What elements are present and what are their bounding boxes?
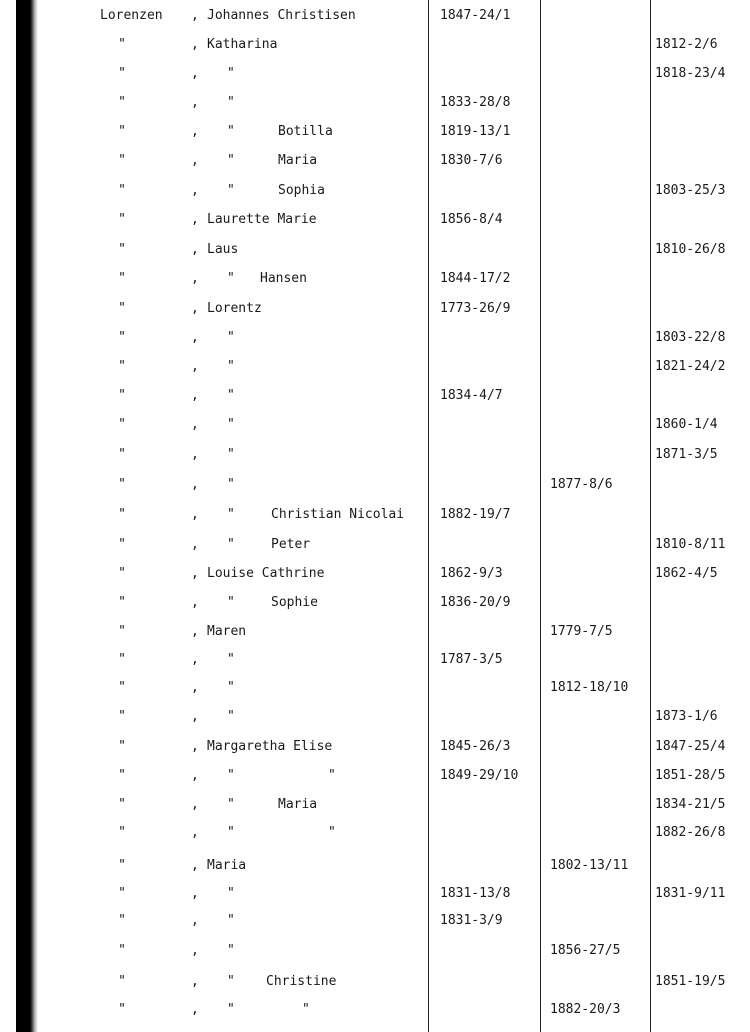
separator-comma: , <box>191 680 199 695</box>
date-col-2: 1882-20/3 <box>550 1002 621 1017</box>
separator-comma: , <box>191 447 199 462</box>
surname-ditto-mark: " <box>118 212 126 227</box>
surname-ditto-mark: " <box>118 913 126 928</box>
date-col-1: 1849-29/10 <box>440 768 519 783</box>
middle-name: Hansen <box>260 271 307 286</box>
surname-ditto-mark: " <box>118 624 126 639</box>
given-name-ditto-mark: " <box>227 974 235 989</box>
separator-comma: , <box>191 153 199 168</box>
surname-ditto-mark: " <box>118 739 126 754</box>
date-col-2: 1856-27/5 <box>550 943 621 958</box>
date-col-2: 1877-8/6 <box>550 477 613 492</box>
given-name: Margaretha Elise <box>207 739 333 754</box>
register-row <box>0 795 750 815</box>
register-row <box>0 972 750 992</box>
separator-comma: , <box>191 477 199 492</box>
given-name-ditto-mark: " <box>227 388 235 403</box>
date-col-1: 1845-26/3 <box>440 739 511 754</box>
date-col-3: 1812-2/6 <box>655 37 718 52</box>
register-row <box>0 707 750 727</box>
date-col-3: 1882-26/8 <box>655 825 726 840</box>
separator-comma: , <box>191 739 199 754</box>
separator-comma: , <box>191 825 199 840</box>
register-row <box>0 299 750 319</box>
register-row <box>0 737 750 757</box>
date-col-1: 1862-9/3 <box>440 566 503 581</box>
surname-ditto-mark: " <box>118 709 126 724</box>
separator-comma: , <box>191 212 199 227</box>
surname-ditto-mark: " <box>118 359 126 374</box>
surname-ditto-mark: " <box>118 595 126 610</box>
given-name: Laus <box>207 242 239 257</box>
surname-ditto-mark: " <box>118 825 126 840</box>
surname-ditto-mark: " <box>118 537 126 552</box>
separator-comma: , <box>191 1002 199 1017</box>
register-row <box>0 6 750 26</box>
register-row <box>0 35 750 55</box>
separator-comma: , <box>191 507 199 522</box>
date-col-3: 1834-21/5 <box>655 797 726 812</box>
separator-comma: , <box>191 124 199 139</box>
separator-comma: , <box>191 624 199 639</box>
register-row <box>0 823 750 843</box>
separator-comma: , <box>191 913 199 928</box>
date-col-2: 1802-13/11 <box>550 858 629 873</box>
given-name-ditto-mark: " <box>227 825 235 840</box>
date-col-3: 1873-1/6 <box>655 709 718 724</box>
separator-comma: , <box>191 8 199 23</box>
surname-ditto-mark: " <box>118 271 126 286</box>
date-col-3: 1810-26/8 <box>655 242 726 257</box>
given-name: Katharina <box>207 37 278 52</box>
surname-ditto-mark: " <box>118 566 126 581</box>
middle-name: Sophia <box>278 183 325 198</box>
date-col-3: 1803-25/3 <box>655 183 726 198</box>
separator-comma: , <box>191 37 199 52</box>
separator-comma: , <box>191 537 199 552</box>
surname-ditto-mark: " <box>118 974 126 989</box>
separator-comma: , <box>191 566 199 581</box>
middle-name: Sophie <box>271 595 318 610</box>
surname-ditto-mark: " <box>118 388 126 403</box>
register-row <box>0 650 750 670</box>
separator-comma: , <box>191 359 199 374</box>
register-row <box>0 93 750 113</box>
surname: Lorenzen <box>100 8 163 23</box>
separator-comma: , <box>191 388 199 403</box>
date-col-1: 1856-8/4 <box>440 212 503 227</box>
date-col-3: 1851-28/5 <box>655 768 726 783</box>
surname-ditto-mark: " <box>118 95 126 110</box>
register-row <box>0 505 750 525</box>
given-name: Lorentz <box>207 301 262 316</box>
surname-ditto-mark: " <box>118 66 126 81</box>
date-col-2: 1779-7/5 <box>550 624 613 639</box>
given-name: Louise Cathrine <box>207 566 325 581</box>
surname-ditto-mark: " <box>118 183 126 198</box>
given-name-ditto-mark: " <box>227 680 235 695</box>
date-col-1: 1836-20/9 <box>440 595 511 610</box>
register-row <box>0 1000 750 1020</box>
given-name-ditto-mark: " <box>227 1002 235 1017</box>
register-row <box>0 564 750 584</box>
surname-ditto-mark: " <box>118 768 126 783</box>
surname-ditto-mark: " <box>118 797 126 812</box>
given-name-ditto-mark: " <box>227 95 235 110</box>
date-col-1: 1834-4/7 <box>440 388 503 403</box>
date-col-3: 1821-24/2 <box>655 359 726 374</box>
date-col-3: 1862-4/5 <box>655 566 718 581</box>
register-row <box>0 415 750 435</box>
given-name: Maria <box>207 858 247 873</box>
register-row <box>0 678 750 698</box>
separator-comma: , <box>191 709 199 724</box>
register-row <box>0 328 750 348</box>
middle-name: Maria <box>278 153 318 168</box>
date-col-1: 1833-28/8 <box>440 95 511 110</box>
register-row <box>0 535 750 555</box>
separator-comma: , <box>191 95 199 110</box>
date-col-1: 1773-26/9 <box>440 301 511 316</box>
register-row <box>0 766 750 786</box>
middle-name-ditto-mark: " <box>328 825 336 840</box>
given-name-ditto-mark: " <box>227 477 235 492</box>
register-row <box>0 386 750 406</box>
date-col-3: 1810-8/11 <box>655 537 726 552</box>
separator-comma: , <box>191 271 199 286</box>
date-col-1: 1847-24/1 <box>440 8 511 23</box>
given-name-ditto-mark: " <box>227 886 235 901</box>
given-name-ditto-mark: " <box>227 271 235 286</box>
given-name-ditto-mark: " <box>227 768 235 783</box>
given-name-ditto-mark: " <box>227 709 235 724</box>
date-col-1: 1787-3/5 <box>440 652 503 667</box>
register-row <box>0 151 750 171</box>
date-col-3: 1851-19/5 <box>655 974 726 989</box>
date-col-3: 1871-3/5 <box>655 447 718 462</box>
middle-name: Christian Nicolai <box>271 507 405 522</box>
middle-name: Christine <box>266 974 337 989</box>
given-name-ditto-mark: " <box>227 652 235 667</box>
register-row <box>0 181 750 201</box>
separator-comma: , <box>191 943 199 958</box>
date-col-1: 1819-13/1 <box>440 124 511 139</box>
middle-name-ditto-mark: " <box>302 1002 310 1017</box>
given-name-ditto-mark: " <box>227 330 235 345</box>
separator-comma: , <box>191 797 199 812</box>
surname-ditto-mark: " <box>118 37 126 52</box>
date-col-3: 1803-22/8 <box>655 330 726 345</box>
surname-ditto-mark: " <box>118 124 126 139</box>
separator-comma: , <box>191 417 199 432</box>
given-name: Johannes Christisen <box>207 8 356 23</box>
separator-comma: , <box>191 858 199 873</box>
given-name-ditto-mark: " <box>227 124 235 139</box>
middle-name: Botilla <box>278 124 333 139</box>
date-col-1: 1831-13/8 <box>440 886 511 901</box>
surname-ditto-mark: " <box>118 1002 126 1017</box>
separator-comma: , <box>191 66 199 81</box>
given-name-ditto-mark: " <box>227 595 235 610</box>
register-row <box>0 622 750 642</box>
surname-ditto-mark: " <box>118 680 126 695</box>
register-row <box>0 210 750 230</box>
surname-ditto-mark: " <box>118 330 126 345</box>
separator-comma: , <box>191 768 199 783</box>
given-name-ditto-mark: " <box>227 913 235 928</box>
date-col-1: 1882-19/7 <box>440 507 511 522</box>
given-name-ditto-mark: " <box>227 153 235 168</box>
date-col-1: 1831-3/9 <box>440 913 503 928</box>
surname-ditto-mark: " <box>118 858 126 873</box>
register-row <box>0 856 750 876</box>
given-name-ditto-mark: " <box>227 183 235 198</box>
register-row <box>0 122 750 142</box>
register-row <box>0 593 750 613</box>
given-name: Laurette Marie <box>207 212 317 227</box>
surname-ditto-mark: " <box>118 242 126 257</box>
date-col-3: 1818-23/4 <box>655 66 726 81</box>
register-row <box>0 64 750 84</box>
register-row <box>0 357 750 377</box>
separator-comma: , <box>191 183 199 198</box>
date-col-3: 1860-1/4 <box>655 417 718 432</box>
surname-ditto-mark: " <box>118 886 126 901</box>
separator-comma: , <box>191 242 199 257</box>
given-name-ditto-mark: " <box>227 417 235 432</box>
given-name-ditto-mark: " <box>227 359 235 374</box>
surname-ditto-mark: " <box>118 652 126 667</box>
given-name: Maren <box>207 624 247 639</box>
date-col-1: 1830-7/6 <box>440 153 503 168</box>
surname-ditto-mark: " <box>118 477 126 492</box>
register-row <box>0 240 750 260</box>
date-col-3: 1831-9/11 <box>655 886 726 901</box>
given-name-ditto-mark: " <box>227 66 235 81</box>
surname-ditto-mark: " <box>118 301 126 316</box>
register-row <box>0 941 750 961</box>
register-row <box>0 884 750 904</box>
separator-comma: , <box>191 301 199 316</box>
date-col-2: 1812-18/10 <box>550 680 629 695</box>
surname-ditto-mark: " <box>118 447 126 462</box>
separator-comma: , <box>191 330 199 345</box>
surname-ditto-mark: " <box>118 153 126 168</box>
register-row <box>0 911 750 931</box>
middle-name: Maria <box>278 797 318 812</box>
date-col-3: 1847-25/4 <box>655 739 726 754</box>
middle-name-ditto-mark: " <box>328 768 336 783</box>
surname-ditto-mark: " <box>118 417 126 432</box>
separator-comma: , <box>191 652 199 667</box>
given-name-ditto-mark: " <box>227 507 235 522</box>
date-col-1: 1844-17/2 <box>440 271 511 286</box>
separator-comma: , <box>191 595 199 610</box>
register-row <box>0 269 750 289</box>
register-row <box>0 475 750 495</box>
given-name-ditto-mark: " <box>227 797 235 812</box>
separator-comma: , <box>191 974 199 989</box>
given-name-ditto-mark: " <box>227 447 235 462</box>
given-name-ditto-mark: " <box>227 537 235 552</box>
separator-comma: , <box>191 886 199 901</box>
middle-name: Peter <box>271 537 311 552</box>
surname-ditto-mark: " <box>118 507 126 522</box>
surname-ditto-mark: " <box>118 943 126 958</box>
given-name-ditto-mark: " <box>227 943 235 958</box>
register-row <box>0 445 750 465</box>
